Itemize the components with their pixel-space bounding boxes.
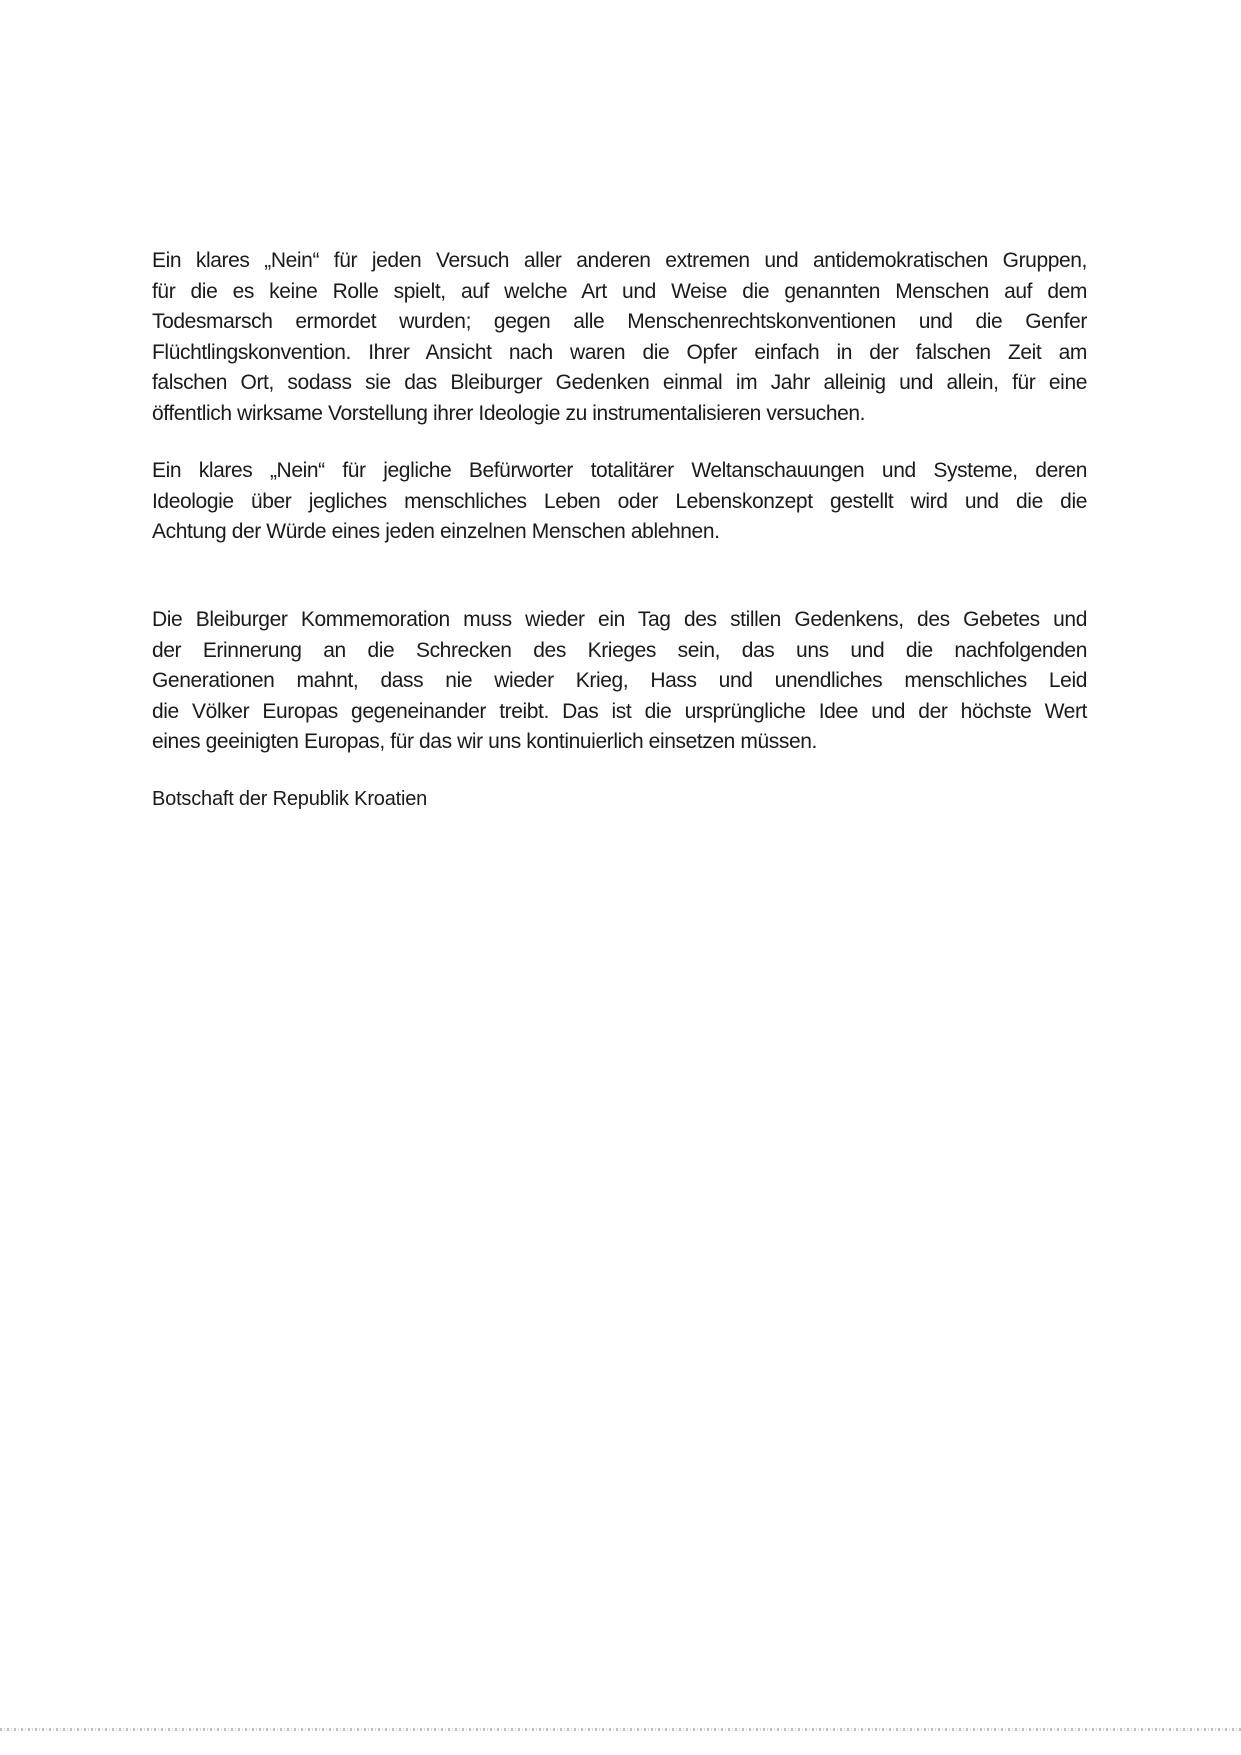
text-line: Todesmarsch ermordet wurden; gegen alle Menschenrechtskonventionen und die Genfer [152,310,1087,333]
text-line: Flüchtlingskonvention. Ihrer Ansicht nach waren die Opfer einfach in der falschen Zeit am [152,340,1087,364]
paragraph-rejection-extremist-groups [152,246,1087,429]
signature: Botschaft der Republik Kroatien [152,788,428,810]
text-line: für die es keine Rolle spielt, auf welche Art und Weise die genannten Menschen auf dem [152,279,1087,303]
text-line: Ein klares „Nein“ für jeden Versuch aller anderen extremen und antidemokratischen Gruppen, [152,249,1087,272]
scan-artifact-line [0,1728,1241,1731]
text-line: öffentlich wirksame Vorstellung ihrer Ideologie zu instrumentalisieren versuchen. [152,401,866,425]
text-line: die Völker Europas gegeneinander treibt. Das ist die ursprüngliche Idee und der höchste Wert [152,699,1087,723]
paragraph-commemoration [152,605,1087,758]
text-line: Achtung der Würde eines jeden einzelnen Menschen ablehnen. [152,520,720,543]
paragraph-rejection-totalitarian-ideologies [152,456,1087,548]
text-line: Ideologie über jegliches menschliches Leben oder Lebenskonzept gestellt wird und die die [152,489,1087,513]
text-line: der Erinnerung an die Schrecken des Krieges sein, das uns und die nachfolgenden [152,638,1087,662]
text-line: falschen Ort, sodass sie das Bleiburger Gedenken einmal im Jahr alleinig und allein, für eine [152,371,1087,394]
text-line: Generationen mahnt, dass nie wieder Krieg, Hass und unendliches menschliches Leid [152,669,1087,692]
text-line: Die Bleiburger Kommemoration muss wieder ein Tag des stillen Gedenkens, des Gebetes und [152,608,1087,631]
text-line: eines geeinigten Europas, für das wir uns kontinuierlich einsetzen müssen. [152,730,817,753]
text-line: Ein klares „Nein“ für jegliche Befürworter totalitärer Weltanschauungen und Systeme, deren [152,459,1087,482]
